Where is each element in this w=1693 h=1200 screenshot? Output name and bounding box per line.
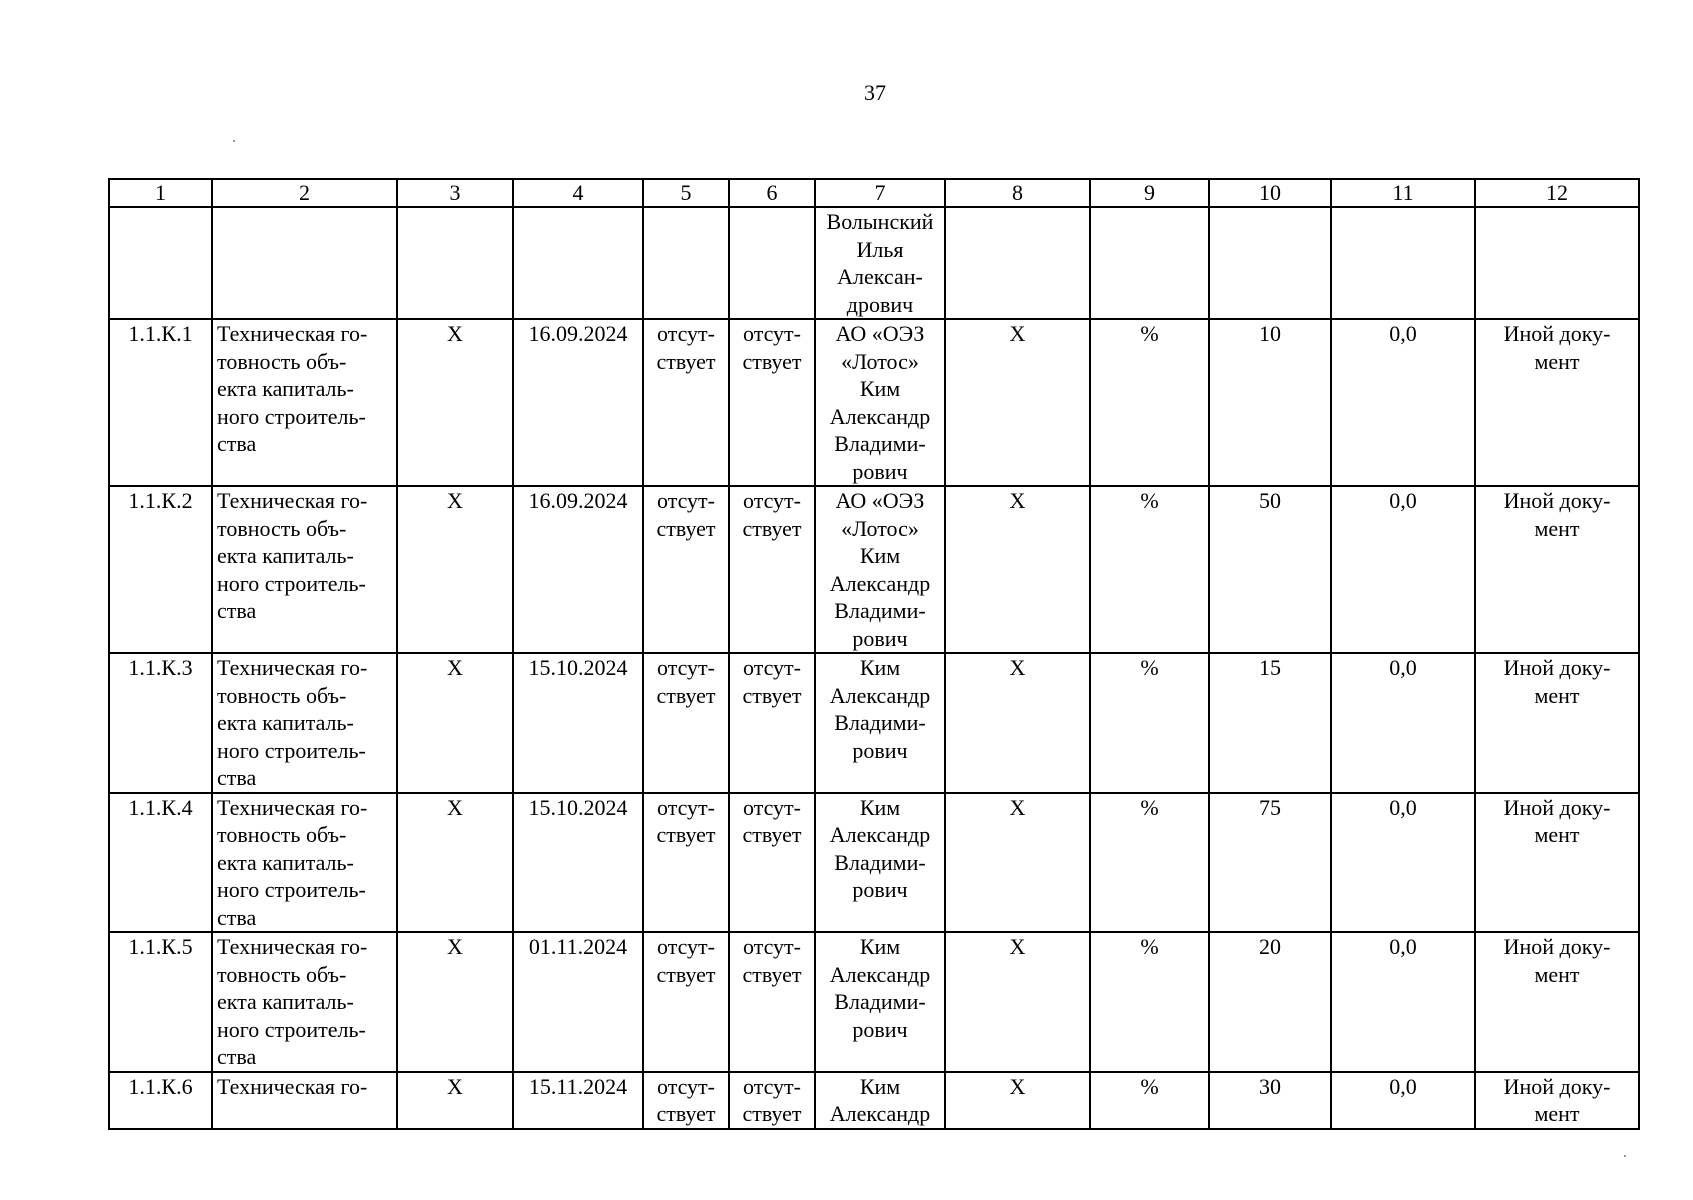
cell-indicator-name — [212, 207, 397, 319]
cell-line: ствует — [742, 1101, 802, 1126]
header-row — [109, 179, 1639, 207]
cell-line: Иной доку- — [1503, 488, 1611, 513]
cell-text: 1.1.К.1 — [128, 321, 193, 346]
cell-line: «Лотос» — [841, 515, 919, 541]
cell-col5 — [643, 793, 729, 933]
column-header: 11 — [1331, 179, 1475, 207]
cell-line: Владими- — [834, 710, 926, 735]
cell-text: 0,0 — [1389, 655, 1417, 680]
cell-line: Иной доку- — [1503, 655, 1611, 680]
cell-line: отсут- — [656, 655, 715, 680]
cell-text: Х — [447, 488, 463, 513]
cell-line: ства — [217, 431, 257, 456]
cell-line: АО «ОЭЗ — [835, 488, 925, 513]
table-row — [109, 486, 1639, 653]
cell-unit — [1090, 207, 1209, 319]
cell-text: 1.1.К.2 — [128, 488, 193, 513]
cell-line: мент — [1534, 822, 1580, 847]
cell-col8 — [945, 1072, 1090, 1129]
cell-line: ствует — [742, 822, 802, 847]
table-row — [109, 1072, 1639, 1129]
cell-line: Техническая го- — [217, 794, 368, 820]
cell-date — [513, 1072, 643, 1129]
cell-line: Александр — [829, 961, 931, 987]
cell-indicator-name — [212, 653, 397, 793]
cell-line: Ким — [859, 376, 901, 401]
cell-col3 — [397, 653, 513, 793]
cell-line: Ким — [859, 1073, 901, 1099]
cell-text: 15.10.2024 — [528, 655, 628, 680]
cell-col11 — [1331, 653, 1475, 793]
cell-line: мент — [1534, 515, 1580, 541]
cell-document-type — [1475, 1072, 1639, 1129]
column-header: 2 — [212, 179, 397, 207]
cell-document-type — [1475, 653, 1639, 793]
cell-col6 — [729, 319, 815, 486]
cell-unit — [1090, 793, 1209, 933]
cell-text: 1.1.К.4 — [128, 794, 193, 820]
cell-line: Техническая го- — [217, 488, 368, 513]
cell-line: ствует — [742, 961, 802, 987]
cell-text: % — [1140, 794, 1159, 820]
cell-item-code — [109, 319, 212, 486]
cell-line: ства — [217, 904, 257, 930]
cell-line: ствует — [742, 348, 802, 374]
cell-unit — [1090, 486, 1209, 653]
cell-line: рович — [852, 1016, 908, 1042]
cell-line: Александр — [829, 1101, 931, 1126]
cell-text: 16.09.2024 — [528, 321, 628, 346]
column-header: 1 — [109, 179, 212, 207]
cell-document-type — [1475, 486, 1639, 653]
cell-col11 — [1331, 319, 1475, 486]
cell-line: ствует — [656, 1101, 716, 1126]
cell-line: ного строитель- — [217, 737, 366, 763]
cell-line: отсут- — [742, 321, 801, 346]
cell-text: Х — [1009, 321, 1026, 346]
cell-text: Х — [447, 655, 463, 680]
cell-responsible — [815, 793, 945, 933]
cell-line: отсут- — [656, 1073, 715, 1099]
cell-text: % — [1140, 321, 1159, 346]
cell-col11 — [1331, 793, 1475, 933]
cell-col5 — [643, 653, 729, 793]
cell-line: мент — [1534, 1101, 1580, 1126]
cell-line: екта капиталь- — [217, 543, 354, 568]
table-row — [109, 793, 1639, 933]
cell-responsible — [815, 486, 945, 653]
cell-date — [513, 319, 643, 486]
cell-col3 — [397, 793, 513, 933]
cell-col5 — [643, 207, 729, 319]
cell-line: ствует — [656, 682, 716, 708]
cell-unit — [1090, 932, 1209, 1072]
cell-line: ства — [217, 598, 257, 623]
cell-document-type — [1475, 207, 1639, 319]
cell-date — [513, 207, 643, 319]
cell-col5 — [643, 486, 729, 653]
cell-col3 — [397, 1072, 513, 1129]
cell-line: товность объ- — [217, 515, 347, 541]
cell-text: Х — [1009, 794, 1026, 820]
cell-col6 — [729, 793, 815, 933]
cell-text: 20 — [1259, 934, 1281, 959]
cell-line: отсут- — [742, 794, 801, 820]
cell-line: отсут- — [656, 488, 715, 513]
cell-line: дрович — [846, 291, 914, 317]
cell-line: ства — [217, 765, 257, 790]
cell-text: 75 — [1259, 794, 1281, 820]
cell-line: Иной доку- — [1503, 321, 1611, 346]
cell-line: отсут- — [742, 1073, 801, 1099]
cell-value — [1209, 207, 1331, 319]
cell-line: отсут- — [656, 321, 715, 346]
cell-line: рович — [852, 458, 908, 484]
cell-responsible — [815, 207, 945, 319]
cell-date — [513, 486, 643, 653]
cell-text: % — [1140, 655, 1159, 680]
cell-indicator-name — [212, 319, 397, 486]
cell-line: екта капиталь- — [217, 849, 354, 875]
cell-text: Х — [447, 934, 463, 959]
cell-value — [1209, 932, 1331, 1072]
cell-line: ства — [217, 1044, 257, 1069]
cell-line: екта капиталь- — [217, 710, 354, 735]
cell-unit — [1090, 653, 1209, 793]
table-row — [109, 932, 1639, 1072]
cell-text: 10 — [1259, 321, 1281, 346]
cell-indicator-name — [212, 486, 397, 653]
cell-line: Ким — [859, 934, 901, 959]
cell-col8 — [945, 653, 1090, 793]
cell-col6 — [729, 653, 815, 793]
cell-line: Владими- — [834, 989, 926, 1014]
cell-document-type — [1475, 932, 1639, 1072]
scan-speck — [1624, 1155, 1626, 1157]
cell-line: Владими- — [834, 598, 926, 623]
cell-value — [1209, 319, 1331, 486]
cell-date — [513, 793, 643, 933]
cell-document-type — [1475, 793, 1639, 933]
cell-col6 — [729, 486, 815, 653]
cell-value — [1209, 486, 1331, 653]
cell-line: Ким — [859, 794, 901, 820]
cell-col6 — [729, 1072, 815, 1129]
cell-line: ствует — [656, 822, 716, 847]
cell-text: % — [1140, 1073, 1159, 1099]
cell-item-code — [109, 486, 212, 653]
cell-col8 — [945, 207, 1090, 319]
column-header: 6 — [729, 179, 815, 207]
cell-line: Техническая го- — [217, 655, 368, 680]
column-header: 8 — [945, 179, 1090, 207]
cell-responsible — [815, 319, 945, 486]
cell-item-code — [109, 932, 212, 1072]
cell-line: товность объ- — [217, 961, 347, 987]
cell-col8 — [945, 486, 1090, 653]
cell-indicator-name — [212, 932, 397, 1072]
cell-line: Александр — [829, 822, 931, 847]
cell-col8 — [945, 319, 1090, 486]
cell-line: Владими- — [834, 849, 926, 875]
cell-col6 — [729, 207, 815, 319]
cell-line: ствует — [656, 961, 716, 987]
cell-line: ного строитель- — [217, 403, 366, 429]
cell-line: ного строитель- — [217, 1016, 366, 1042]
cell-line: Александр — [829, 570, 931, 596]
column-header: 12 — [1475, 179, 1639, 207]
cell-text: Х — [1009, 655, 1026, 680]
cell-unit — [1090, 1072, 1209, 1129]
cell-col5 — [643, 932, 729, 1072]
cell-col11 — [1331, 486, 1475, 653]
cell-col11 — [1331, 1072, 1475, 1129]
cell-item-code — [109, 793, 212, 933]
cell-text: 15.10.2024 — [528, 794, 628, 820]
column-header: 4 — [513, 179, 643, 207]
cell-text: 0,0 — [1389, 321, 1417, 346]
cell-line: Ким — [859, 655, 901, 680]
cell-line: отсут- — [656, 794, 715, 820]
table-row — [109, 207, 1639, 319]
cell-line: ного строитель- — [217, 570, 366, 596]
registry-table — [108, 178, 1640, 1130]
cell-col5 — [643, 319, 729, 486]
cell-line: ствует — [742, 682, 802, 708]
cell-text: 1.1.К.6 — [128, 1073, 193, 1099]
cell-item-code — [109, 207, 212, 319]
cell-line: ствует — [656, 515, 716, 541]
cell-col3 — [397, 486, 513, 653]
cell-text: 30 — [1259, 1073, 1281, 1099]
cell-text: % — [1140, 934, 1159, 959]
cell-line: Владими- — [834, 431, 926, 456]
cell-col5 — [643, 1072, 729, 1129]
cell-text: 15 — [1259, 655, 1281, 680]
cell-line: рович — [852, 877, 908, 902]
cell-line: Иной доку- — [1503, 1073, 1611, 1099]
cell-document-type — [1475, 319, 1639, 486]
column-header: 9 — [1090, 179, 1209, 207]
cell-line: ствует — [656, 348, 716, 374]
cell-line: товность объ- — [217, 682, 347, 708]
cell-responsible — [815, 1072, 945, 1129]
cell-line: мент — [1534, 961, 1580, 987]
cell-line: товность объ- — [217, 822, 347, 847]
cell-line: Александр — [829, 682, 931, 708]
cell-line: екта капиталь- — [217, 376, 354, 401]
cell-line: екта капиталь- — [217, 989, 354, 1014]
cell-line: отсут- — [656, 934, 715, 959]
cell-text: 15.11.2024 — [528, 1073, 628, 1099]
column-header: 10 — [1209, 179, 1331, 207]
cell-col11 — [1331, 207, 1475, 319]
cell-text: 0,0 — [1389, 488, 1417, 513]
cell-date — [513, 932, 643, 1072]
cell-col3 — [397, 932, 513, 1072]
cell-line: мент — [1534, 682, 1580, 708]
cell-value — [1209, 653, 1331, 793]
cell-line: Иной доку- — [1503, 934, 1611, 959]
cell-indicator-name — [212, 793, 397, 933]
cell-col8 — [945, 932, 1090, 1072]
cell-line: Иной доку- — [1503, 794, 1611, 820]
cell-text: Х — [1009, 488, 1026, 513]
page-number: 37 — [864, 80, 886, 105]
cell-text: Х — [447, 1073, 463, 1099]
column-header: 7 — [815, 179, 945, 207]
cell-line: ного строитель- — [217, 877, 366, 902]
cell-line: Техническая го- — [217, 934, 368, 959]
cell-line: ствует — [742, 515, 802, 541]
cell-value — [1209, 793, 1331, 933]
cell-item-code — [109, 1072, 212, 1129]
cell-unit — [1090, 319, 1209, 486]
cell-responsible — [815, 653, 945, 793]
cell-text: 50 — [1259, 488, 1281, 513]
table-row — [109, 319, 1639, 486]
cell-line: рович — [852, 737, 908, 763]
cell-text: Х — [1009, 934, 1026, 959]
cell-text: 1.1.К.3 — [128, 655, 193, 680]
cell-line: Техническая го- — [217, 321, 368, 346]
cell-line: Техническая го- — [217, 1073, 368, 1099]
cell-line: Алексан- — [837, 264, 923, 289]
cell-text: Х — [447, 794, 463, 820]
cell-col8 — [945, 793, 1090, 933]
cell-line: отсут- — [742, 655, 801, 680]
cell-line: отсут- — [742, 934, 801, 959]
cell-text: % — [1140, 488, 1159, 513]
cell-text: 16.09.2024 — [528, 488, 628, 513]
cell-text: 1.1.К.5 — [128, 934, 193, 959]
cell-col6 — [729, 932, 815, 1072]
table-body — [109, 207, 1639, 1129]
cell-col11 — [1331, 932, 1475, 1072]
cell-line: рович — [852, 625, 908, 651]
cell-text: Х — [447, 321, 463, 346]
cell-text: 0,0 — [1389, 1073, 1417, 1099]
cell-line: Ким — [859, 543, 901, 568]
scan-speck — [233, 140, 235, 142]
cell-line: АО «ОЭЗ — [835, 321, 925, 346]
cell-line: мент — [1534, 348, 1580, 374]
cell-indicator-name — [212, 1072, 397, 1129]
cell-col3 — [397, 207, 513, 319]
cell-value — [1209, 1072, 1331, 1129]
column-header: 3 — [397, 179, 513, 207]
cell-line: Волынский — [826, 209, 934, 234]
cell-col3 — [397, 319, 513, 486]
cell-line: Илья — [856, 236, 904, 262]
cell-line: «Лотос» — [841, 348, 919, 374]
cell-item-code — [109, 653, 212, 793]
cell-line: отсут- — [742, 488, 801, 513]
cell-responsible — [815, 932, 945, 1072]
cell-text: Х — [1009, 1073, 1026, 1099]
cell-text: 0,0 — [1389, 794, 1417, 820]
column-header: 5 — [643, 179, 729, 207]
cell-text: 01.11.2024 — [528, 934, 628, 959]
cell-date — [513, 653, 643, 793]
table-row — [109, 653, 1639, 793]
cell-text: 0,0 — [1389, 934, 1417, 959]
cell-line: Александр — [829, 403, 931, 429]
cell-line: товность объ- — [217, 348, 347, 374]
